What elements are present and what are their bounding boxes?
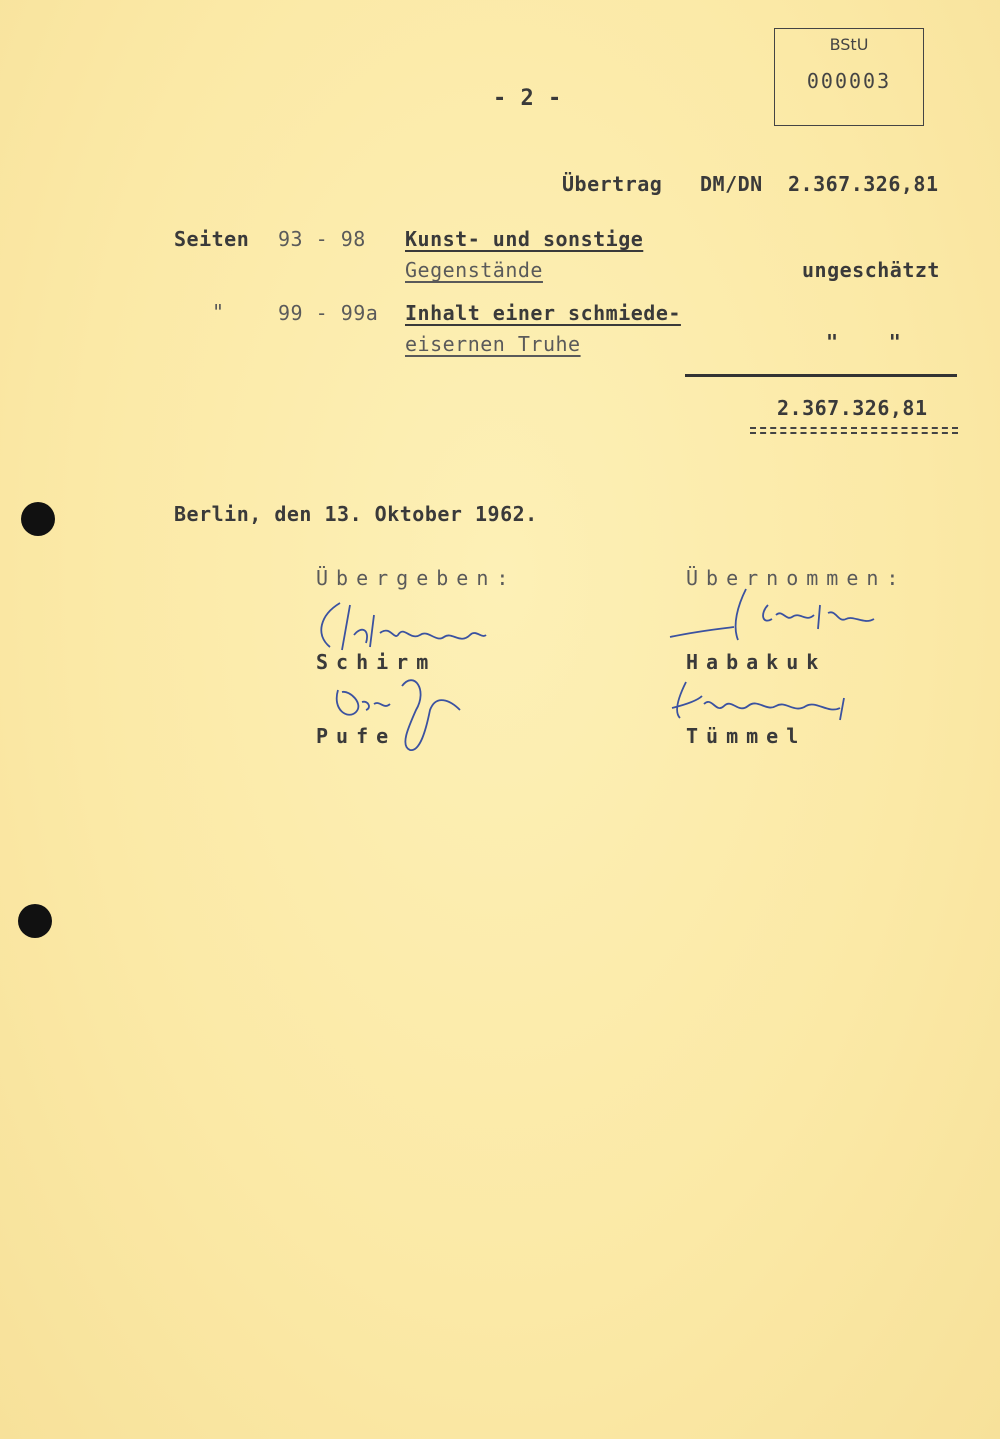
- signature-scribble: [310, 595, 490, 669]
- item-value: ungeschätzt: [802, 258, 940, 282]
- total-double-underline: [750, 427, 958, 434]
- item-pages: 99 - 99a: [278, 301, 379, 325]
- signatory-name: Tümmel: [686, 724, 807, 748]
- carry-over-label: Übertrag: [562, 172, 663, 196]
- carry-over-currency: DM/DN: [700, 172, 763, 196]
- place-date: Berlin, den 13. Oktober 1962.: [174, 502, 538, 526]
- total-amount: 2.367.326,81: [777, 396, 928, 420]
- received-label: Übernommen:: [686, 566, 907, 590]
- stamp-label: BStU: [829, 35, 869, 54]
- signature-scribble: [668, 678, 863, 732]
- item-value: " ": [826, 330, 902, 354]
- item-prefix: ": [212, 300, 225, 324]
- signature-scribble: [668, 585, 883, 659]
- signature-scribble: [330, 670, 470, 759]
- item-description-line2: Gegenstände: [405, 258, 543, 282]
- item-description-line1: Inhalt einer schmiede-: [405, 301, 681, 325]
- item-description-line1: Kunst- und sonstige: [405, 227, 644, 251]
- archive-stamp: [774, 28, 924, 126]
- item-pages: 93 - 98: [278, 227, 366, 251]
- page-number: - 2 -: [493, 86, 562, 111]
- punch-hole: [21, 502, 55, 536]
- item-prefix: Seiten: [174, 227, 250, 251]
- signatory-name: Habakuk: [686, 650, 827, 674]
- signatory-name: Schirm: [316, 650, 437, 674]
- item-description-line2: eisernen Truhe: [405, 332, 581, 356]
- carry-over-amount: 2.367.326,81: [788, 172, 939, 196]
- handed-over-label: Übergeben:: [316, 566, 517, 590]
- sum-rule: [685, 374, 957, 377]
- signatory-name: Pufe: [316, 724, 397, 748]
- stamp-number: 000003: [806, 69, 892, 93]
- punch-hole: [18, 904, 52, 938]
